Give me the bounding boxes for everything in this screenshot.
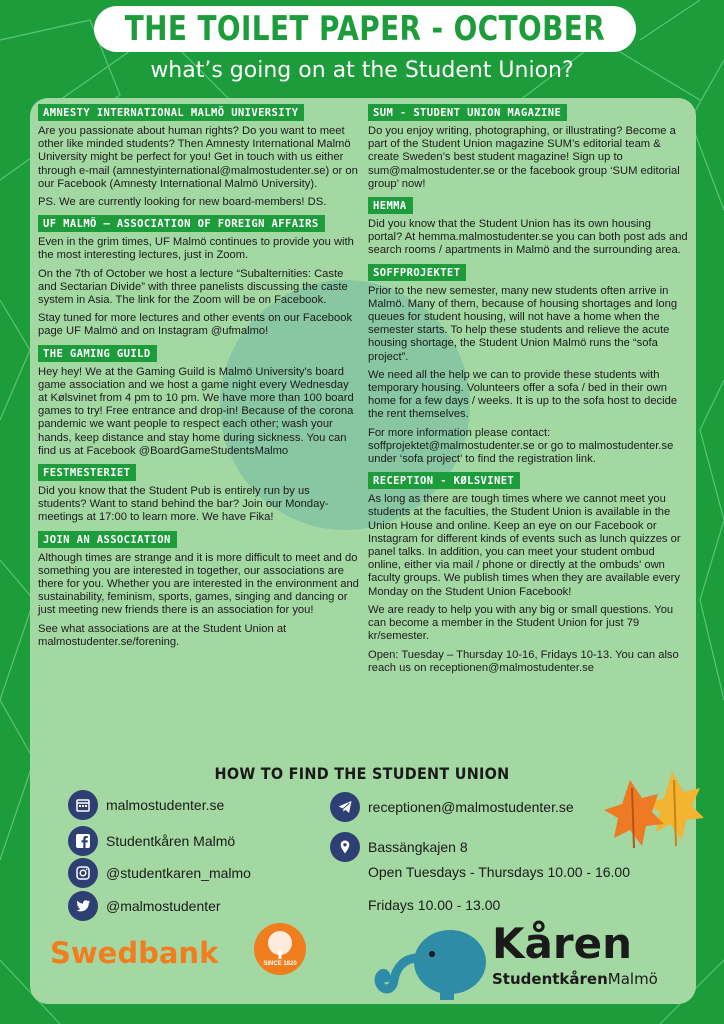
section-amnesty: [38, 103, 360, 209]
facebook-text: Studentkåren Malmö: [106, 833, 236, 849]
section-paragraph: For more information please contact: soffprojektet@malmostudenter.se or go to malmostudenter.se under ‘sofa project’ to find the registration link.: [368, 426, 674, 466]
swedbank-since-text: SINCE 1820: [263, 961, 297, 967]
find-us-heading: HOW TO FIND THE STUDENT UNION: [214, 764, 510, 783]
section-paragraph: Did you know that the Student Union has its own housing portal? At hemma.malmostudenter.se you can both post ads and search rooms / apartments in Malmö and the surrounding area.: [368, 218, 688, 257]
section-title: FESTMESTERIET: [38, 464, 136, 481]
section-title: THE GAMING GUILD: [38, 345, 157, 362]
section-reception: [368, 471, 688, 675]
section-soffprojektet: [368, 263, 688, 467]
swedbank-wordmark: Swedbank: [50, 936, 219, 970]
section-paragraph: Open: Tuesday – Thursday 10-16, Fridays 10-13. You can also reach us on receptionen@malmostudenter.se: [368, 648, 679, 674]
section-title: SUM - STUDENT UNION MAGAZINE: [368, 104, 567, 121]
section-title: JOIN AN ASSOCIATION: [38, 531, 177, 548]
website-text: malmostudenter.se: [106, 797, 225, 813]
website-link[interactable]: [68, 790, 224, 820]
section-paragraph: Do you enjoy writing, photographing, or illustrating? Become a part of the Student Union magazine SUM’s editorial team & create Sweden’s best student magazine! Sign up to sum@malmostudenter.se or the facebook group ‘SUM editorial group’ now!: [368, 125, 680, 190]
send-icon: [330, 792, 360, 822]
karen-sub-regular: Malmö: [607, 970, 658, 988]
karen-subtitle: [492, 970, 658, 988]
friday-hours: Fridays 10.00 - 13.00: [368, 897, 501, 913]
section-paragraph: Stay tuned for more lectures and other events on our Facebook page UF Malmö and on Instagram @ufmalmo!: [38, 312, 353, 338]
section-paragraph: See what associations are at the Student Union at malmostudenter.se/forening.: [38, 622, 287, 648]
section-festmesteriet: [38, 463, 360, 525]
weekday-hours: Open Tuesdays - Thursdays 10.00 - 16.00: [368, 864, 631, 880]
right-column: [368, 103, 688, 680]
section-paragraph: Hey hey! We at the Gaming Guild is Malmö University's board game association and we host a game night every Wednesday at Kølsvinet from 4 pm to 10 pm. We have more than 100 board games to try! Free entrance and drop-in! Because of the corona pandemic we want people to respect each other; wash your hands, keep distance and stay home during sickness. You can find us at Facebook @BoardGameStudentsMalmo: [38, 365, 354, 457]
section-paragraph: On the 7th of October we host a lecture “Subalternities: Caste and Sectarian Divide” with three panelists discussing the caste system in Asia. The link for the Zoom will be on Facebook.: [38, 267, 348, 307]
section-sum: [368, 103, 688, 191]
facebook-icon: [68, 826, 98, 856]
instagram-text: @studentkaren_malmo: [106, 865, 251, 881]
section-paragraph: Even in the grim times, UF Malmö continues to provide you with the most interesting lectures, just in Zoom.: [38, 236, 354, 262]
email-text: receptionen@malmostudenter.se: [368, 799, 574, 815]
section-join-association: [38, 530, 360, 649]
section-paragraph: We need all the help we can to provide these students with temporary housing. Volunteers offer a sofa / bed in their own home for a few days / weeks. It is up to the sofa host to decide the rent themselves.: [368, 368, 678, 421]
page-title: THE TOILET PAPER - OCTOBER: [124, 9, 606, 49]
section-title: HEMMA: [368, 197, 413, 214]
instagram-link[interactable]: [68, 858, 251, 888]
location-pin-icon: [330, 832, 360, 862]
section-title: AMNESTY INTERNATIONAL MALMÖ UNIVERSITY: [38, 104, 304, 121]
section-gaming-guild: [38, 344, 360, 458]
swedbank-oak-logo: [254, 923, 306, 975]
section-paragraph: As long as there are tough times where we cannot meet you students at the faculties, the Student Union is available in the Union House and online. Keep an eye on our Facebook or Instagram for different kinds of events such as lunch quizzes or panel talks. In addition, you can meet your student ombud online, either via mail / phone or directly at the ombuds' own faculty groups. We publish times when they are available every Monday on the Student Union Facebook!: [368, 493, 681, 598]
section-paragraph: Are you passionate about human rights? Do you want to meet other like minded students? Then Amnesty International Malmö University might be perfect for you! Get in touch with us either through e-mail (amnestyinternational@malmostudenter.se) or on our Facebook (Amnesty International Malmö University).: [38, 125, 358, 190]
facebook-link[interactable]: [68, 826, 235, 856]
section-paragraph: PS. We are currently looking for new board-members! DS.: [38, 196, 327, 209]
title-banner: [94, 6, 636, 52]
email-link[interactable]: [330, 792, 574, 822]
section-paragraph: We are ready to help you with any big or small questions. You can become a member in the Student Union for just 79 kr/semester.: [368, 603, 674, 643]
left-column: [38, 103, 360, 654]
address-text: Bassängkajen 8: [368, 839, 468, 855]
section-hemma: [368, 196, 688, 258]
section-paragraph: Although times are strange and it is more difficult to meet and do something you are interested in together, our associations are there for you. Whether you are interested in the environment and sustainability, feminism, sports, games, singing and dancing or just meeting new friends there is an association for you!: [38, 551, 359, 617]
section-title: UF MALMÖ – ASSOCIATION OF FOREIGN AFFAIRS: [38, 215, 325, 232]
twitter-link[interactable]: [68, 891, 221, 921]
twitter-icon: [68, 891, 98, 921]
section-uf-malmo: [38, 214, 360, 338]
karen-wordmark: Kåren: [492, 919, 632, 968]
section-paragraph: Prior to the new semester, many new students often arrive in Malmö. Many of them, because of housing shortages and long queues for student housing, will not have a home when the semester starts. To help these students and relieve the acute housing shortage, the Student Union Malmö runs the “sofa project”.: [368, 284, 678, 363]
autumn-leaves-icon: [602, 766, 706, 850]
karen-sub-bold: Studentkåren: [492, 970, 608, 988]
karen-elephant-logo: [374, 918, 494, 1002]
section-title: RECEPTION - KØLSVINET: [368, 472, 520, 489]
twitter-text: @malmostudenter: [106, 898, 221, 914]
section-paragraph: Did you know that the Student Pub is entirely run by us students? Want to stand behind the bar? Join our Monday-meetings at 17:00 to learn more. We have Fika!: [38, 485, 329, 524]
instagram-icon: [68, 858, 98, 888]
section-title: SOFFPROJEKTET: [368, 264, 466, 281]
page-subtitle: what’s going on at the Student Union?: [150, 58, 574, 83]
calendar-icon: [68, 790, 98, 820]
address-item: [330, 832, 468, 862]
